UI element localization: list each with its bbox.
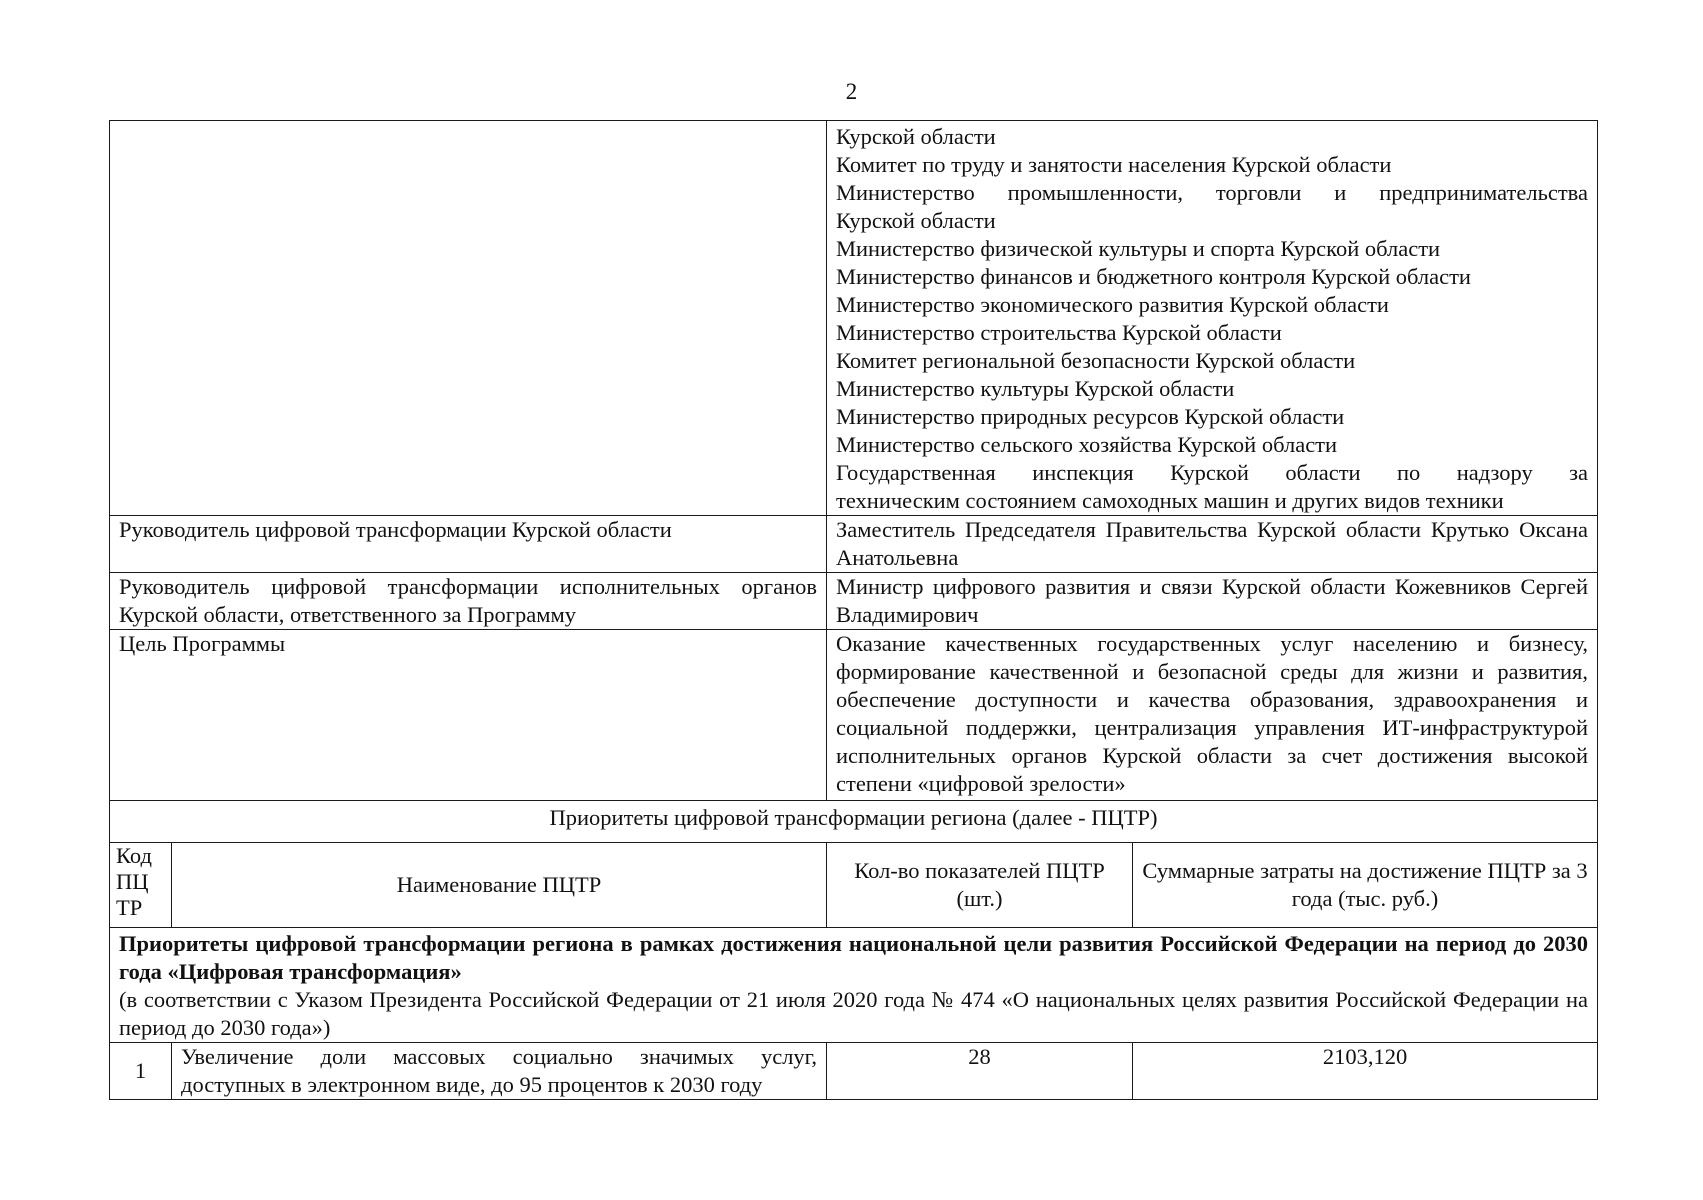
participant-line: Министерство сельского хозяйства Курской области xyxy=(836,432,1338,457)
head-executive-label: Руководитель цифровой трансформации исполнительных органов Курской области, ответственного за Программу xyxy=(110,573,827,630)
column-header-code-text: Код ПЦ ТР xyxy=(116,843,152,920)
goal-value: Оказание качественных государственных услуг населению и бизнесу, формирование качественной и безопасной среды для жизни и развития, обеспечение доступности и качества образования, здравоохранения и социальной поддержки, централизация управления ИТ-инфраструктурой исполнительных органов Курской области за счет достижения высокой степени «цифровой зрелости» xyxy=(827,630,1598,801)
participant-line: Министерство строительства Курской области xyxy=(836,320,1282,345)
participants-list xyxy=(827,121,1598,516)
priority-item-name: Увеличение доли массовых социально значимых услуг, доступных в электронном виде, до 95 процентов к 2030 году xyxy=(172,1043,827,1100)
goal-label: Цель Программы xyxy=(110,630,827,801)
priority-item-row xyxy=(110,1043,1598,1100)
priorities-group-title: Приоритеты цифровой трансформации региона в рамках достижения национальной цели развития Российской Федерации на период до 2030 года «Цифровая трансформация» xyxy=(119,931,1588,984)
priorities-header-row xyxy=(110,843,1598,928)
column-header-code xyxy=(110,843,172,928)
column-header-name: Наименование ПЦТР xyxy=(172,843,827,928)
head-executive-value: Министр цифрового развития и связи Курской области Кожевников Сергей Владимирович xyxy=(827,573,1598,630)
participant-line: Министерство физической культуры и спорта Курской области xyxy=(836,236,1441,261)
priorities-group-cell xyxy=(110,928,1598,1043)
participants-row xyxy=(110,121,1598,516)
head-region-label: Руководитель цифровой трансформации Курской области xyxy=(110,516,827,573)
priorities-section-row xyxy=(110,801,1598,843)
participants-label-cell xyxy=(110,121,827,516)
participant-line: Курской области xyxy=(836,124,996,149)
head-region-row xyxy=(110,516,1598,573)
passport-table xyxy=(109,120,1598,1100)
priority-item-cost: 2103,120 xyxy=(1133,1043,1598,1100)
head-executive-row xyxy=(110,573,1598,630)
participant-line: Министерство финансов и бюджетного контроля Курской области xyxy=(836,264,1471,289)
priorities-group-note: (в соответствии с Указом Президента Российской Федерации от 21 июля 2020 года № 474 «О национальных целях развития Российской Федерации на период до 2030 года») xyxy=(119,987,1588,1040)
participant-line: Министерство экономического развития Курской области xyxy=(836,292,1389,317)
goal-row xyxy=(110,630,1598,801)
participant-line: Государственная инспекция Курской области по надзору за xyxy=(836,460,1588,485)
head-region-value: Заместитель Председателя Правительства Курской области Крутько Оксана Анатольевна xyxy=(827,516,1598,573)
participant-line: техническим состоянием самоходных машин и других видов техники xyxy=(836,488,1504,513)
participant-line: Министерство культуры Курской области xyxy=(836,376,1235,401)
participant-line: Курской области xyxy=(836,208,996,233)
participant-line: Комитет по труду и занятости населения Курской области xyxy=(836,152,1392,177)
column-header-count: Кол-во показателей ПЦТР (шт.) xyxy=(827,843,1133,928)
priority-item-count: 28 xyxy=(827,1043,1133,1100)
column-header-cost: Суммарные затраты на достижение ПЦТР за 3 года (тыс. руб.) xyxy=(1133,843,1598,928)
priorities-section-title: Приоритеты цифровой трансформации региона (далее - ПЦТР) xyxy=(110,801,1598,843)
priority-item-code: 1 xyxy=(110,1043,172,1100)
participant-line: Министерство промышленности, торговли и предпринимательства xyxy=(836,180,1588,205)
page-number: 2 xyxy=(845,79,858,104)
priorities-group-row xyxy=(110,928,1598,1043)
participant-line: Комитет региональной безопасности Курской области xyxy=(836,348,1356,373)
participant-line: Министерство природных ресурсов Курской области xyxy=(836,404,1345,429)
